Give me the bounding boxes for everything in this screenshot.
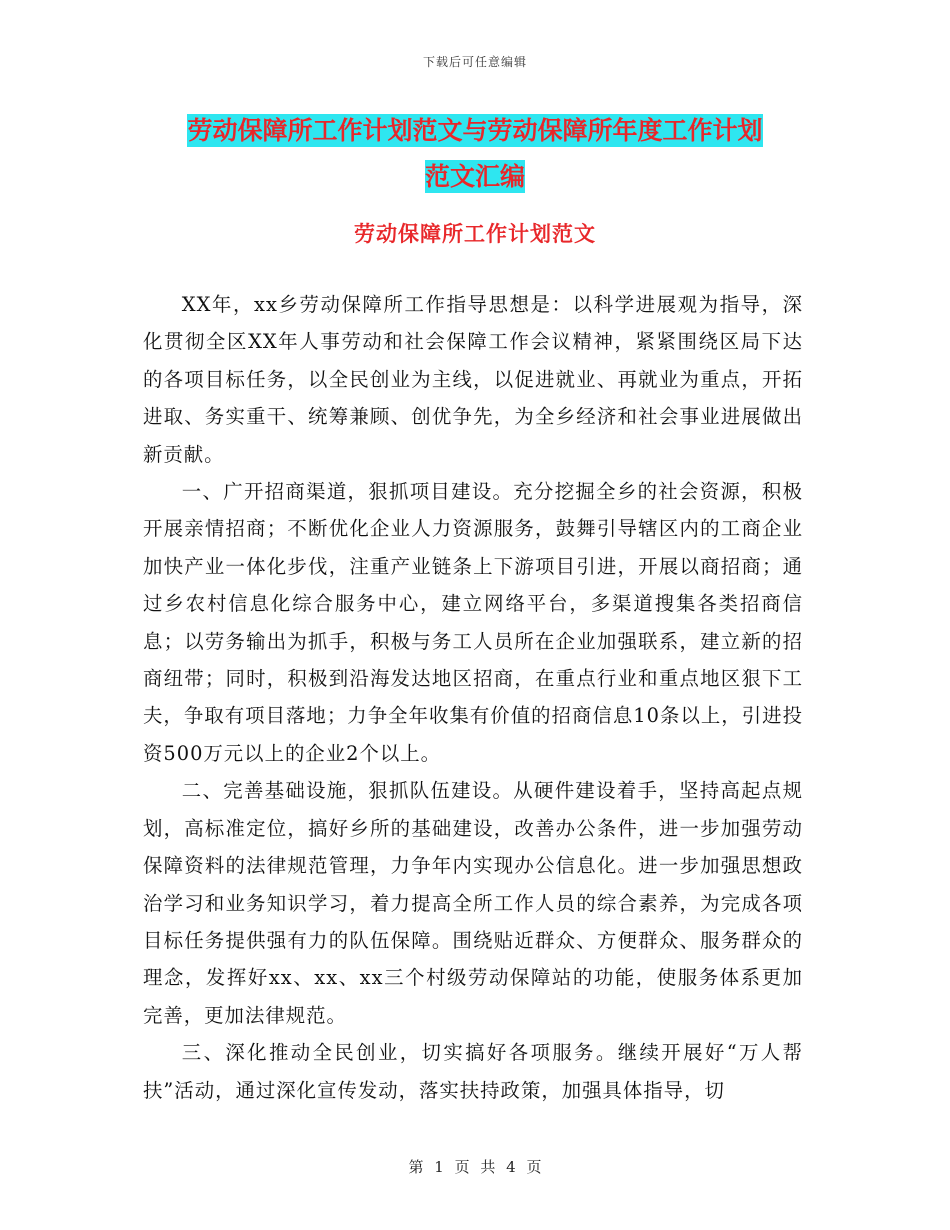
- paragraph-intro: XX年，xx乡劳动保障所工作指导思想是：以科学进展观为指导，深化贯彻全区XX年人事劳动和社会保障工作会议精神，紧紧围绕区局下达的各项目标任务，以全民创业为主线，以促进就业、再就业为重点，开拓进取、务实重干、统筹兼顾、创优争先，为全乡经济和社会事业进展做出新贡献。: [143, 293, 803, 466]
- page-footer: 第 1 页 共 4 页: [408, 1158, 542, 1176]
- section-title: 劳动保障所工作计划范文: [354, 221, 596, 246]
- document-title-line-2: 范文汇编: [424, 162, 525, 191]
- paragraph-2: 二、完善基础设施，狠抓队伍建设。从硬件建设着手，坚持高起点规划，高标准定位，搞好乡所的基础建设，改善办公条件，进一步加强劳动保障资料的法律规范管理，力争年内实现办公信息化。进一步加强思想政治学习和业务知识学习，着力提高全所工作人员的综合素养，为完成各项目标任务提供强有力的队伍保障。围绕贴近群众、方便群众、服务群众的理念，发挥好xx、xx、xx三个村级劳动保障站的功能，使服务体系更加完善，更加法律规范。: [143, 779, 803, 1027]
- paragraph-1: 一、广开招商渠道，狠抓项目建设。充分挖掘全乡的社会资源，积极开展亲情招商；不断优化企业人力资源服务，鼓舞引导辖区内的工商企业加快产业一体化步伐，注重产业链条上下游项目引进，开展以商招商；通过乡农村信息化综合服务中心，建立网络平台，多渠道搜集各类招商信息；以劳务输出为抓手，积极与务工人员所在企业加强联系，建立新的招商纽带；同时，积极到沿海发达地区招商，在重点行业和重点地区狠下工夫，争取有项目落地；力争全年收集有价值的招商信息10条以上，引进投资500万元以上的企业2个以上。: [143, 480, 803, 765]
- header-note: 下载后可任意编辑: [422, 55, 527, 69]
- paragraph-3: 三、深化推动全民创业，切实搞好各项服务。继续开展好“万人帮扶”活动，通过深化宣传发动，落实扶持政策，加强具体指导，切: [143, 1041, 803, 1102]
- document-title-line-1: 劳动保障所工作计划范文与劳动保障所年度工作计划: [187, 116, 763, 145]
- document-title: [140, 108, 810, 200]
- body-text: [143, 286, 803, 1109]
